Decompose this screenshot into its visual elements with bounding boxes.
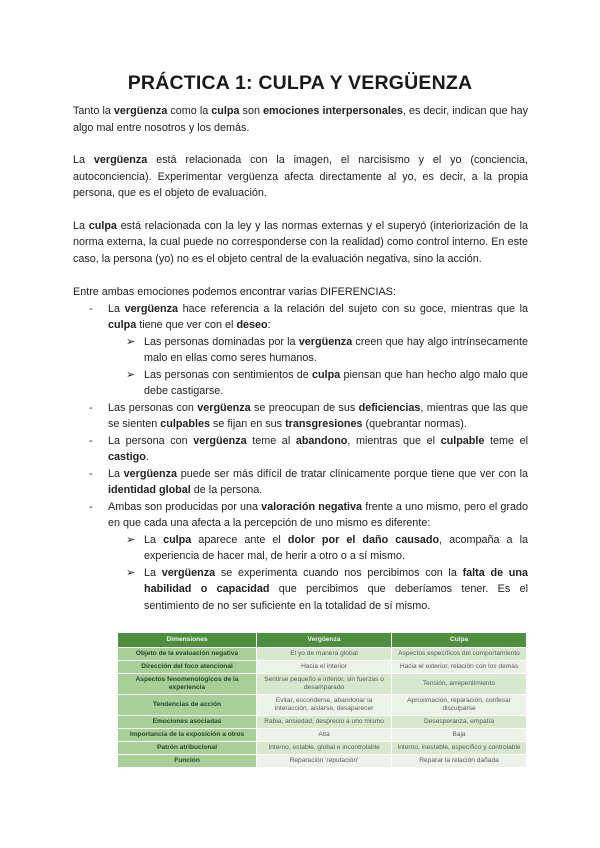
table-row [118, 755, 527, 768]
list-item: - La persona con vergüenza teme al abandono, mientras que el culpable teme el castigo. [73, 433, 528, 466]
list-item: - Las personas con vergüenza se preocupan de sus deficiencias, mientras que las que se sienten culpables se fijan en sus transgresiones (quebrantar normas). [73, 400, 528, 433]
table-cell: Tensión, arrepentimiento [392, 674, 527, 695]
list-item: - Ambas son producidas por una valoración negativa frente a uno mismo, pero el grado en que cada una afecta a la percepción de uno mismo es diferente: ➢ La culpa aparece ante el dolor por el daño causado, acompaña a la experiencia de hacer mal, de herir a otro o a sí mismo. ➢ La vergüenza se experimenta cuando nos percibimos con la falta de una habilidad o capacidad que percibimos que deberíamos tener. Es el sentimiento de no ser suficiente en la totalidad de sí mismo. [73, 499, 528, 615]
table-cell: Patrón atribucional [118, 742, 257, 755]
culpa-paragraph: La culpa está relacionada con la ley y las normas externas y el superyó (interiorización de la norma externa, la cual puede no corresponderse con la realidad) como control interno. En este caso, la persona (yo) no es el objeto central de la evaluación negativa, sino la acción. [73, 219, 528, 265]
sub-list [108, 532, 528, 615]
list-item: - La vergüenza hace referencia a la relación del sujeto con su goce, mientras que la culpa tiene que ver con el deseo: ➢ Las personas dominadas por la vergüenza creen que hay algo intrínsecamente malo en ellas como seres humanos. ➢ Las personas con sentimientos de culpa piensan que han hecho algo malo que debe castigarse. [73, 301, 528, 400]
table-row [118, 742, 527, 755]
verguenza-paragraph: La vergüenza está relacionada con la imagen, el narcisismo y el yo (conciencia, autoconciencia). Experimentar vergüenza afecta directamente al yo, es decir, a la propia persona, que es el objeto de evaluación. [73, 154, 528, 199]
sub-list [108, 334, 528, 400]
table-row [118, 695, 527, 716]
table-cell: Hacia el exterior, relación con los demás [392, 661, 527, 674]
table-cell: Tendencias de acción [118, 695, 257, 716]
table-cell: Aproximación, reparación, confesar disculparse [392, 695, 527, 716]
table-cell: Rabia, ansiedad, desprecio a uno mismo [257, 716, 392, 729]
page-title: PRÁCTICA 1: CULPA Y VERGÜENZA [127, 72, 473, 94]
table-cell: El yo de manera global [257, 648, 392, 661]
table-cell: Importancia de la exposición a otros [118, 729, 257, 742]
document-body [73, 103, 528, 614]
header-culpa: Culpa [392, 633, 527, 648]
table-cell: Hacia el interior [257, 661, 392, 674]
header-verguenza: Vergüenza [257, 633, 392, 648]
differences-list [73, 301, 528, 615]
table-row [118, 648, 527, 661]
table-cell: Función [118, 755, 257, 768]
sub-list-item: ➢ La vergüenza se experimenta cuando nos percibimos con la falta de una habilidad o capacidad que percibimos que deberíamos tener. Es el sentimiento de no ser suficiente en la totalidad de sí mismo. [108, 565, 528, 615]
table-header-row [118, 633, 527, 648]
table-cell: Evitar, esconderse, abandonar la interacción, aislarse, desaparecer [257, 695, 392, 716]
table-cell: Aspectos específicos del comportamiento [392, 648, 527, 661]
table-cell: Objeto de la evaluación negativa [118, 648, 257, 661]
table-cell: Aspectos fenomenológicos de la experiencia [118, 674, 257, 695]
list-item: - La vergüenza puede ser más difícil de tratar clínicamente porque tiene que ver con la identidad global de la persona. [73, 466, 528, 499]
table-cell: Emociones asociadas [118, 716, 257, 729]
intro-paragraph: Tanto la vergüenza como la culpa son emociones interpersonales, es decir, indican que hay algo mal entre nosotros y los demás. [73, 105, 528, 134]
table-cell: Desesperanza, empatía [392, 716, 527, 729]
table-row [118, 661, 527, 674]
table-row [118, 716, 527, 729]
table-cell: Dirección del foco atencional [118, 661, 257, 674]
table-cell: Reparar la relación dañada [392, 755, 527, 768]
comparison-table [117, 632, 527, 768]
table-cell: Sentirse pequeño e inferior, sin fuerzas o desamparado [257, 674, 392, 695]
table-cell: Alta [257, 729, 392, 742]
table-cell: Baja [392, 729, 527, 742]
table-cell: Interno, inestable, específico y controlable [392, 742, 527, 755]
table-row [118, 674, 527, 695]
table-row [118, 729, 527, 742]
table-cell: Interno, estable, global e incontrolable [257, 742, 392, 755]
sub-list-item: ➢ Las personas con sentimientos de culpa piensan que han hecho algo malo que debe castigarse. [108, 367, 528, 400]
table-cell: Reparación 'reputación' [257, 755, 392, 768]
header-dimensiones: Dimensiones [118, 633, 257, 648]
sub-list-item: ➢ Las personas dominadas por la vergüenza creen que hay algo intrínsecamente malo en ellas como seres humanos. [108, 334, 528, 367]
sub-list-item: ➢ La culpa aparece ante el dolor por el daño causado, acompaña a la experiencia de hacer mal, de herir a otro o a sí mismo. [108, 532, 528, 565]
diferencias-intro: Entre ambas emociones podemos encontrar varias DIFERENCIAS: [73, 286, 396, 298]
